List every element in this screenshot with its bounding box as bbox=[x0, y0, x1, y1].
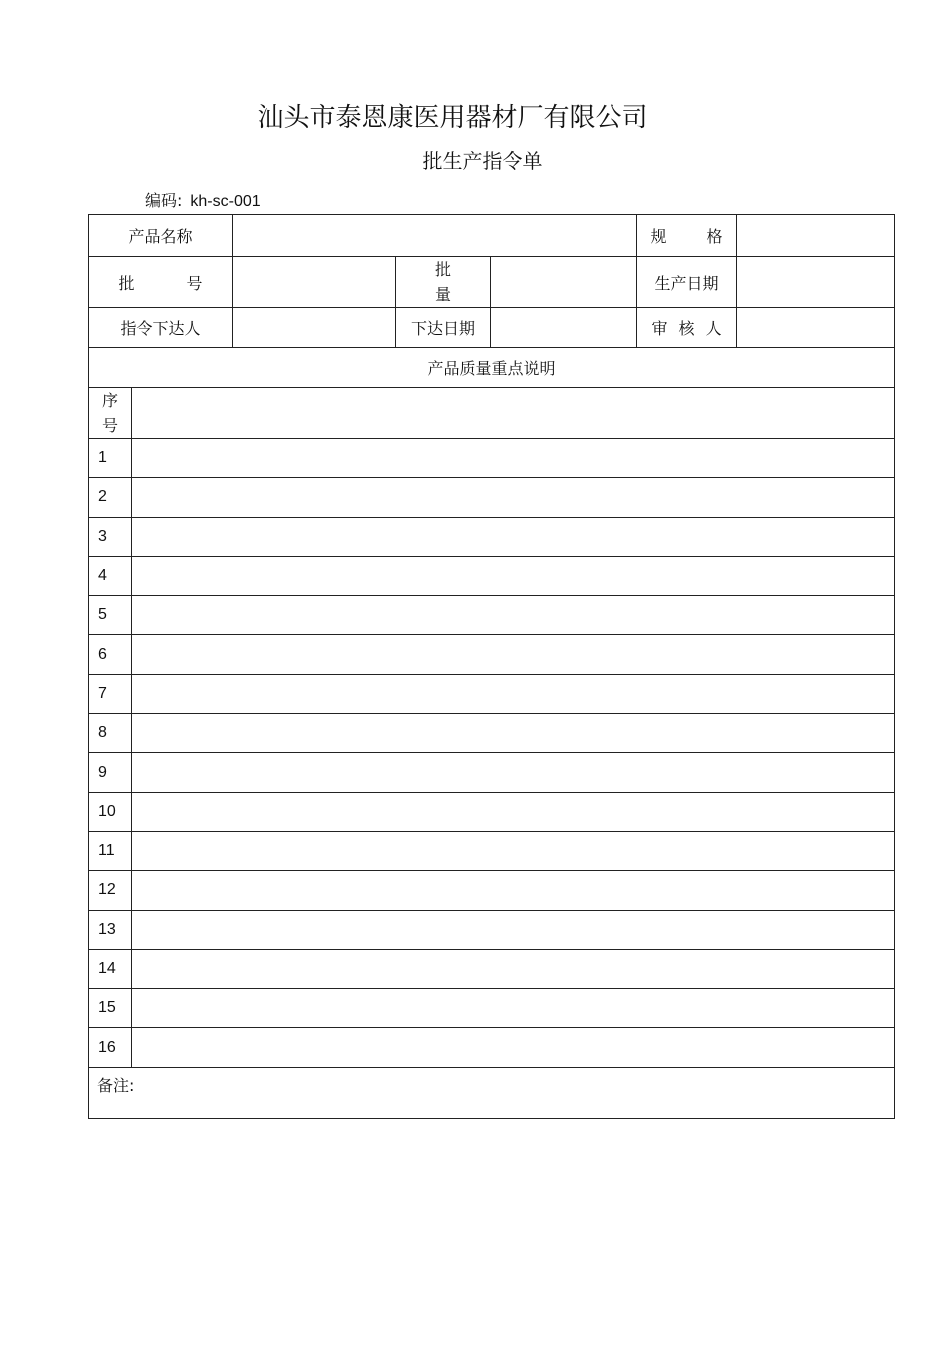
remarks-row bbox=[89, 1067, 895, 1118]
quality-row-number: 1 bbox=[89, 439, 132, 478]
quality-row bbox=[89, 556, 895, 595]
quality-row-description[interactable] bbox=[132, 753, 895, 792]
quality-row bbox=[89, 596, 895, 635]
quality-row-number: 15 bbox=[89, 989, 132, 1028]
quality-row-description[interactable] bbox=[132, 478, 895, 517]
batch-no-label bbox=[89, 257, 233, 308]
quality-row-description[interactable] bbox=[132, 635, 895, 674]
info-row-1 bbox=[89, 215, 895, 257]
quality-row-description[interactable] bbox=[132, 871, 895, 910]
quality-row-number: 10 bbox=[89, 792, 132, 831]
product-name-label: 产品名称 bbox=[89, 215, 233, 257]
batch-qty-label bbox=[396, 257, 491, 308]
quality-section-header bbox=[89, 348, 895, 388]
form-title: 批生产指令单 bbox=[422, 149, 543, 173]
spec-label-char-1: 规 bbox=[650, 227, 667, 246]
quality-row-description[interactable] bbox=[132, 792, 895, 831]
quality-description-header bbox=[132, 388, 895, 439]
form-code bbox=[145, 188, 261, 211]
info-row-3 bbox=[89, 308, 895, 348]
seq-label-char-2: 号 bbox=[101, 416, 118, 435]
quality-row bbox=[89, 635, 895, 674]
quality-row bbox=[89, 910, 895, 949]
spec-value[interactable] bbox=[737, 215, 895, 257]
quality-row bbox=[89, 989, 895, 1028]
quality-row-description[interactable] bbox=[132, 439, 895, 478]
reviewer-value[interactable] bbox=[737, 308, 895, 348]
quality-row-number: 5 bbox=[89, 596, 132, 635]
quality-section-title: 产品质量重点说明 bbox=[89, 348, 895, 388]
quality-row-description[interactable] bbox=[132, 556, 895, 595]
quality-row-number: 14 bbox=[89, 949, 132, 988]
quality-row-number: 9 bbox=[89, 753, 132, 792]
quality-row-number: 13 bbox=[89, 910, 132, 949]
issue-date-value[interactable] bbox=[491, 308, 637, 348]
quality-row bbox=[89, 439, 895, 478]
quality-row-description[interactable] bbox=[132, 714, 895, 753]
quality-row-description[interactable] bbox=[132, 596, 895, 635]
quality-column-header bbox=[89, 388, 895, 439]
batch-qty-value[interactable] bbox=[491, 257, 637, 308]
quality-row-description[interactable] bbox=[132, 989, 895, 1028]
batch-qty-label-char-2: 量 bbox=[435, 285, 452, 304]
quality-row bbox=[89, 753, 895, 792]
quality-row bbox=[89, 478, 895, 517]
form-code-label: 编码: bbox=[145, 191, 183, 210]
issuer-label: 指令下达人 bbox=[89, 308, 233, 348]
quality-row-description[interactable] bbox=[132, 949, 895, 988]
quality-row-number: 11 bbox=[89, 831, 132, 870]
issue-date-label: 下达日期 bbox=[396, 308, 491, 348]
quality-row bbox=[89, 1028, 895, 1067]
quality-row bbox=[89, 714, 895, 753]
quality-row-number: 4 bbox=[89, 556, 132, 595]
batch-no-value[interactable] bbox=[233, 257, 396, 308]
quality-row-number: 3 bbox=[89, 517, 132, 556]
quality-row-description[interactable] bbox=[132, 517, 895, 556]
info-row-2 bbox=[89, 257, 895, 308]
batch-no-label-char-2: 号 bbox=[186, 273, 203, 293]
quality-row bbox=[89, 792, 895, 831]
remarks-cell[interactable] bbox=[89, 1067, 895, 1118]
quality-row-number: 12 bbox=[89, 871, 132, 910]
quality-row-description[interactable] bbox=[132, 674, 895, 713]
production-date-label: 生产日期 bbox=[637, 257, 737, 308]
form-code-value: kh-sc-001 bbox=[190, 193, 261, 210]
quality-row-description[interactable] bbox=[132, 831, 895, 870]
spec-label bbox=[637, 215, 737, 257]
seq-label bbox=[89, 388, 132, 439]
seq-label-char-1: 序 bbox=[101, 391, 118, 410]
company-name: 汕头市泰恩康医用器材厂有限公司 bbox=[257, 103, 648, 133]
production-date-value[interactable] bbox=[737, 257, 895, 308]
quality-row-number: 16 bbox=[89, 1028, 132, 1067]
quality-row bbox=[89, 674, 895, 713]
product-name-value[interactable] bbox=[233, 215, 637, 257]
spec-label-char-2: 格 bbox=[706, 227, 723, 246]
quality-row bbox=[89, 949, 895, 988]
remarks-label: 备注: bbox=[97, 1075, 135, 1095]
quality-row bbox=[89, 871, 895, 910]
quality-row-number: 2 bbox=[89, 478, 132, 517]
reviewer-label: 审 核 人 bbox=[637, 308, 737, 348]
batch-qty-label-char-1: 批 bbox=[435, 260, 452, 279]
batch-no-label-char-1: 批 bbox=[118, 273, 135, 293]
quality-row bbox=[89, 831, 895, 870]
batch-production-order-table bbox=[88, 214, 895, 1119]
quality-row-number: 6 bbox=[89, 635, 132, 674]
quality-row-description[interactable] bbox=[132, 1028, 895, 1067]
quality-row-number: 7 bbox=[89, 674, 132, 713]
quality-row-description[interactable] bbox=[132, 910, 895, 949]
quality-row-number: 8 bbox=[89, 714, 132, 753]
quality-row bbox=[89, 517, 895, 556]
issuer-value[interactable] bbox=[233, 308, 396, 348]
